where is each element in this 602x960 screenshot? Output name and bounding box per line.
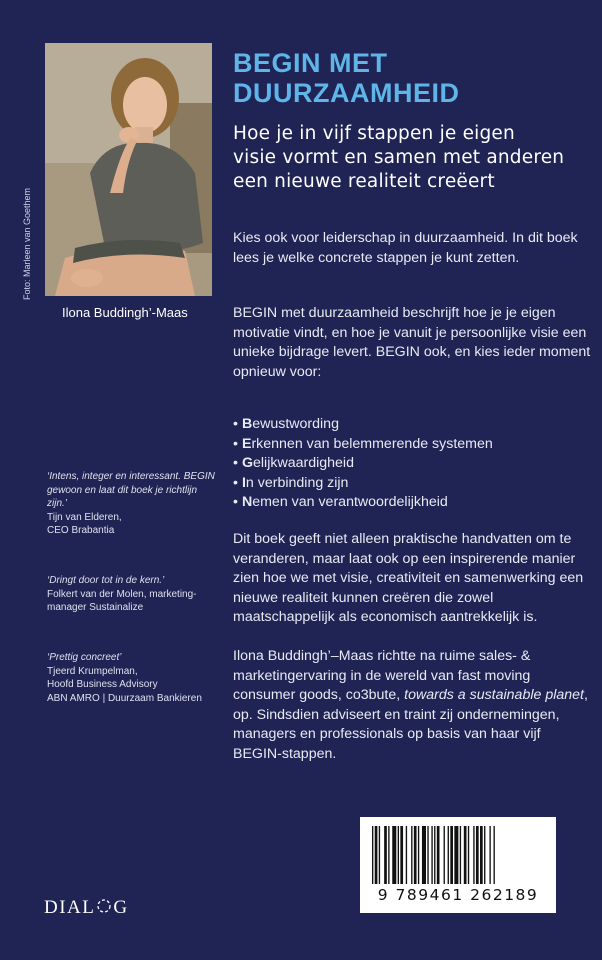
isbn-number: 9 789461 262189	[377, 886, 539, 904]
barcode-bar	[406, 826, 407, 884]
quote-source: ABN AMRO | Duurzaam Bankieren	[47, 692, 202, 704]
barcode-bar	[437, 826, 440, 884]
step-initial: E	[241, 435, 252, 452]
publisher-ring-icon	[96, 898, 112, 914]
quote-source: Tijn van Elderen,	[47, 511, 122, 523]
book-subtitle	[233, 122, 598, 194]
list-item	[233, 435, 593, 455]
publisher-prefix: DIAL	[44, 897, 96, 918]
barcode-bar	[444, 826, 445, 884]
endorsement-quote	[47, 651, 217, 705]
barcode-bar	[398, 826, 399, 884]
barcode-bar	[460, 826, 461, 884]
quote-text: ‘Prettig concreet’	[47, 652, 122, 663]
barcode-bar	[464, 826, 467, 884]
barcode-bar	[489, 826, 490, 884]
list-item	[233, 454, 593, 474]
barcode-bar	[431, 826, 432, 884]
bio-italic: towards a sustainable planet	[404, 687, 584, 703]
bullet: •	[233, 435, 238, 452]
title-line: DUURZAAMHEID	[233, 78, 460, 108]
step-rest: rkennen van belemmerende systemen	[251, 435, 493, 452]
quote-source: CEO Brabantia	[47, 525, 115, 536]
subtitle-line: visie vormt en samen met anderen	[233, 147, 565, 168]
list-item	[233, 493, 593, 513]
intro-paragraph: Kies ook voor leiderschap in duurzaamheid. In dit boek lees je welke concrete stappen je kunt zetten.	[233, 230, 578, 266]
author-bio-paragraph	[233, 647, 593, 764]
author-photo	[45, 43, 212, 296]
barcode-bar	[422, 826, 426, 884]
bullet: •	[233, 455, 238, 471]
publisher-logo	[44, 897, 129, 919]
isbn-barcode	[360, 817, 556, 913]
bio-text: Ilona Buddingh’–Maas richtte na ruime sales- & marketingervaring in de wereld van fast moving consumer goods, co	[233, 648, 531, 703]
barcode-bar	[392, 826, 396, 884]
barcode-bar	[384, 826, 387, 884]
list-item	[233, 474, 593, 494]
barcode-bar	[418, 826, 419, 884]
barcode-bar	[484, 826, 485, 884]
barcode-bar	[468, 826, 469, 884]
description-paragraph: BEGIN met duurzaamheid beschrijft hoe je je eigen motivatie vindt, en hoe je vanuit je persoonlijke visie een unieke bijdrage levert. BEGIN ook, en kies ieder moment opnieuw voor:	[233, 305, 591, 380]
quote-text: ‘Dringt door tot in de kern.’	[47, 575, 165, 586]
barcode-bar	[400, 826, 403, 884]
step-rest: n verbinding zijn	[245, 474, 349, 491]
author-name: Ilona Buddingh’-Maas	[62, 305, 188, 320]
step-rest: emen van verantwoordelijkheid	[252, 494, 448, 510]
step-initial: B	[241, 416, 253, 432]
endorsement-quote	[47, 470, 217, 538]
step-initial: G	[241, 455, 254, 471]
bio-text: bute,	[368, 687, 405, 703]
step-rest: ewustwording	[252, 416, 339, 432]
subtitle-line: een nieuwe realiteit creëert	[233, 171, 495, 192]
quote-source: Tjeerd Krumpelman,	[47, 665, 138, 677]
barcode-bar	[379, 826, 380, 884]
barcode-bar	[434, 826, 435, 884]
barcode-bar	[450, 826, 453, 884]
photo-credit: Foto: Marleen van Goethem	[22, 187, 32, 300]
barcode-bar	[427, 826, 428, 884]
barcode-bar	[448, 826, 449, 884]
begin-steps-list	[233, 415, 593, 513]
list-item	[233, 415, 593, 435]
barcode-bar	[473, 826, 474, 884]
bullet: •	[233, 474, 238, 491]
bio-text: , op. Sindsdien adviseert en traint zij ondernemingen, managers en professionals op basis van haar vijf BEGIN-stappen.	[233, 687, 588, 762]
barcode-bar	[454, 826, 458, 884]
bullet: •	[233, 494, 238, 510]
quote-source: manager Sustainalize	[47, 602, 144, 613]
barcode-bar	[494, 826, 495, 884]
barcode-bar	[375, 826, 378, 884]
quote-source: Hoofd Business Advisory	[47, 679, 158, 690]
bio-glyph: 3	[360, 687, 369, 703]
bullet: •	[233, 416, 238, 432]
book-title	[233, 48, 593, 108]
barcode-bar	[372, 826, 373, 884]
barcode-bar	[414, 826, 417, 884]
subtitle-line: Hoe je in vijf stappen je eigen	[233, 123, 515, 144]
barcode-bar	[388, 826, 389, 884]
quote-text: ‘Intens, integer en interessant. BEGIN gewoon en laat dit boek je richtlijn zijn.’	[47, 471, 215, 509]
barcode-bar	[476, 826, 479, 884]
benefits-paragraph: Dit boek geeft niet alleen praktische handvatten om te veranderen, maar laat ook op een inspirerende manier zien hoe we met visie, creativiteit en samenwerking een nieuwe realiteit kunnen creëren die zowel maatschappelijk als economisch aantrekkelijk is.	[233, 531, 584, 625]
step-rest: elijkwaardigheid	[253, 455, 354, 471]
title-line: BEGIN MET	[233, 48, 388, 78]
endorsement-quote	[47, 574, 217, 615]
barcode-bar	[411, 826, 412, 884]
barcode-bar	[480, 826, 483, 884]
step-initial: I	[241, 474, 246, 491]
barcode-bars	[370, 826, 546, 884]
step-initial: N	[241, 494, 253, 510]
publisher-suffix: G	[113, 897, 129, 918]
quote-source: Folkert van der Molen, marketing-	[47, 588, 197, 600]
